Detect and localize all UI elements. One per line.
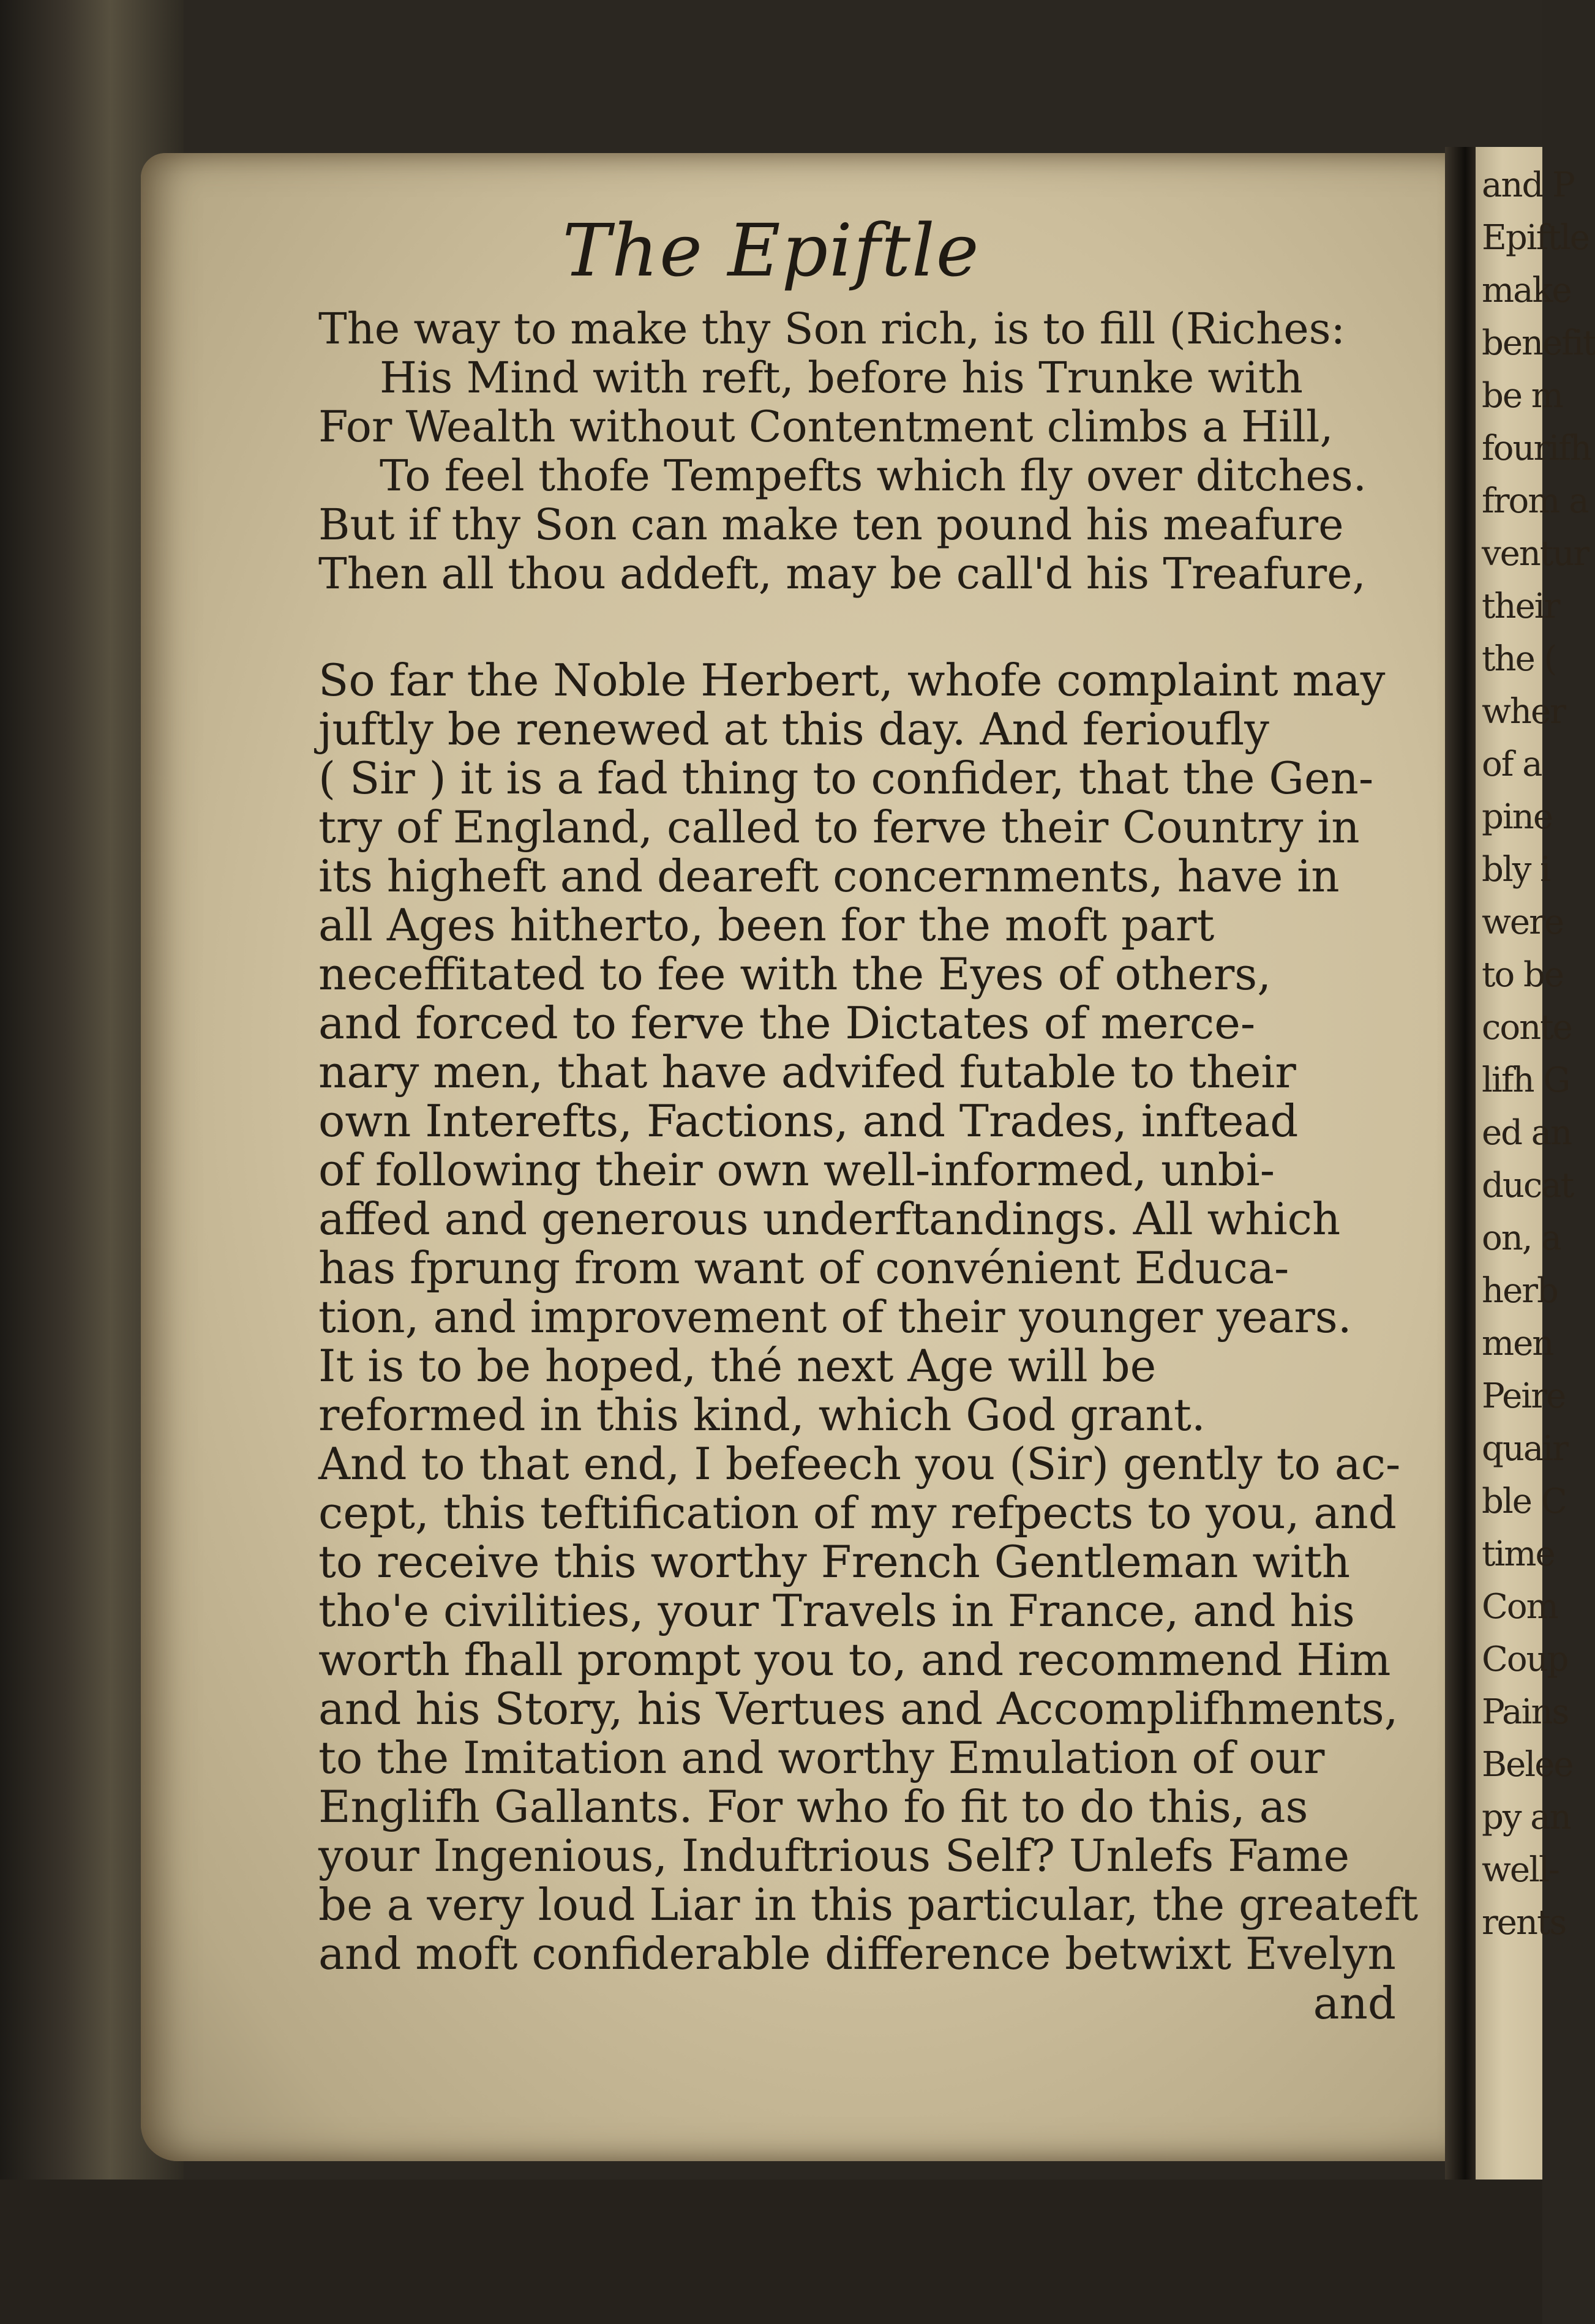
facing-page-line: Coup	[1482, 1640, 1568, 1679]
prose-line: worth fhall prompt you to, and recommend Him	[318, 1634, 1391, 1685]
facing-page-line: benefit	[1482, 323, 1595, 363]
running-head: The Epiftle	[562, 208, 980, 293]
prose-line: and moft confiderable difference betwixt Evelyn	[318, 1928, 1396, 1979]
facing-page-line: Belee	[1482, 1745, 1573, 1785]
facing-page-line: on, a	[1482, 1218, 1561, 1258]
facing-page-line: the (	[1482, 639, 1556, 679]
prose-line: reformed in this kind, which God grant.	[318, 1389, 1206, 1441]
facing-page-line: make	[1482, 271, 1571, 310]
facing-page-line: ducat	[1482, 1166, 1574, 1205]
prose-line: Englifh Gallants. For who fo fit to do this, as	[318, 1781, 1308, 1832]
prose-line: to the Imitation and worthy Emulation of our	[318, 1732, 1325, 1783]
facing-page-line: bly i	[1482, 850, 1550, 890]
prose-line: So far the Noble Herbert, whofe complaint may	[318, 654, 1386, 706]
facing-page-line: Com	[1482, 1587, 1558, 1627]
facing-page-line: Pains	[1482, 1692, 1569, 1732]
facing-page-line: well-	[1482, 1850, 1559, 1890]
prose-line: has fprung from want of convénient Educa-	[318, 1242, 1289, 1294]
prose-line: all Ages hitherto, been for the moft part	[318, 899, 1215, 951]
prose-line: to receive this worthy French Gentleman with	[318, 1536, 1351, 1587]
prose-line: affed and generous underftandings. All which	[318, 1193, 1341, 1245]
facing-page-line: conte	[1482, 1008, 1572, 1048]
prose-line: of following their own well-informed, unbi-	[318, 1144, 1275, 1196]
prose-line: tion, and improvement of their younger years.	[318, 1291, 1352, 1343]
catchword: and	[1313, 1977, 1396, 2029]
facing-page-fragment	[1476, 147, 1595, 2180]
prose-line: your Ingenious, Induftrious Self? Unlefs Fame	[318, 1830, 1350, 1881]
prose-line: It is to be hoped, thé next Age will be	[318, 1340, 1157, 1392]
prose-line: its higheft and deareft concernments, have in	[318, 850, 1340, 902]
facing-page-line: Epiftle	[1482, 218, 1589, 258]
facing-page-line: their	[1482, 587, 1559, 626]
facing-page-line: and P	[1482, 165, 1574, 205]
facing-page-line: time	[1482, 1534, 1555, 1574]
verse-line: To feel thofe Tempefts which fly over ditches.	[380, 451, 1367, 501]
facing-page-line: pine	[1482, 797, 1552, 837]
prose-line: And to that end, I befeech you (Sir) gently to ac-	[318, 1438, 1401, 1490]
verse-line: The way to make thy Son rich, is to fill (Riches:	[318, 304, 1346, 354]
facing-page-line: lifh G	[1482, 1060, 1570, 1100]
prose-line: try of England, called to ferve their Country in	[318, 801, 1360, 853]
prose-line: nary men, that have advifed futable to their	[318, 1046, 1296, 1098]
prose-line: own Interefts, Factions, and Trades, inftead	[318, 1095, 1299, 1147]
facing-page-line: to be	[1482, 955, 1564, 995]
prose-line: and his Story, his Vertues and Accomplifhments,	[318, 1683, 1398, 1734]
prose-line: be a very loud Liar in this particular, the greateft	[318, 1879, 1419, 1930]
facing-page-line: ble C	[1482, 1482, 1566, 1521]
facing-page-line: py an	[1482, 1797, 1571, 1837]
verse-line: For Wealth without Contentment climbs a Hill,	[318, 402, 1334, 452]
facing-page-line: fourifh	[1482, 429, 1591, 468]
facing-page-line: be m	[1482, 376, 1563, 416]
prose-line: juftly be renewed at this day. And ferioufly	[318, 703, 1269, 755]
prose-line: cept, this teftification of my refpects to you, and	[318, 1487, 1397, 1539]
facing-page-line: men	[1482, 1324, 1553, 1363]
scan-background	[0, 2180, 1542, 2324]
prose-line: and forced to ferve the Dictates of merce-	[318, 997, 1256, 1049]
verse-line: His Mind with reft, before his Trunke with	[380, 353, 1304, 403]
verse-line: But if thy Son can make ten pound his meafure	[318, 500, 1344, 550]
facing-page-line: rents	[1482, 1903, 1566, 1943]
verse-line: Then all thou addeft, may be call'd his Treafure,	[318, 549, 1366, 599]
facing-page-line: Peire	[1482, 1376, 1566, 1416]
facing-page-line: were	[1482, 902, 1563, 942]
facing-page-line: ventur	[1482, 534, 1589, 574]
prose-line: tho'e civilities, your Travels in France, and his	[318, 1585, 1355, 1636]
facing-page-line: from a	[1482, 481, 1588, 521]
facing-page-line: of a	[1482, 744, 1542, 784]
facing-page-line: wher	[1482, 692, 1565, 732]
facing-page-line: quair	[1482, 1429, 1567, 1469]
facing-page-line: herb	[1482, 1271, 1558, 1311]
prose-line: ( Sir ) it is a fad thing to confider, that the Gen-	[318, 752, 1374, 804]
facing-page-line: ed an	[1482, 1113, 1572, 1153]
prose-line: neceffitated to fee with the Eyes of others,	[318, 948, 1272, 1000]
